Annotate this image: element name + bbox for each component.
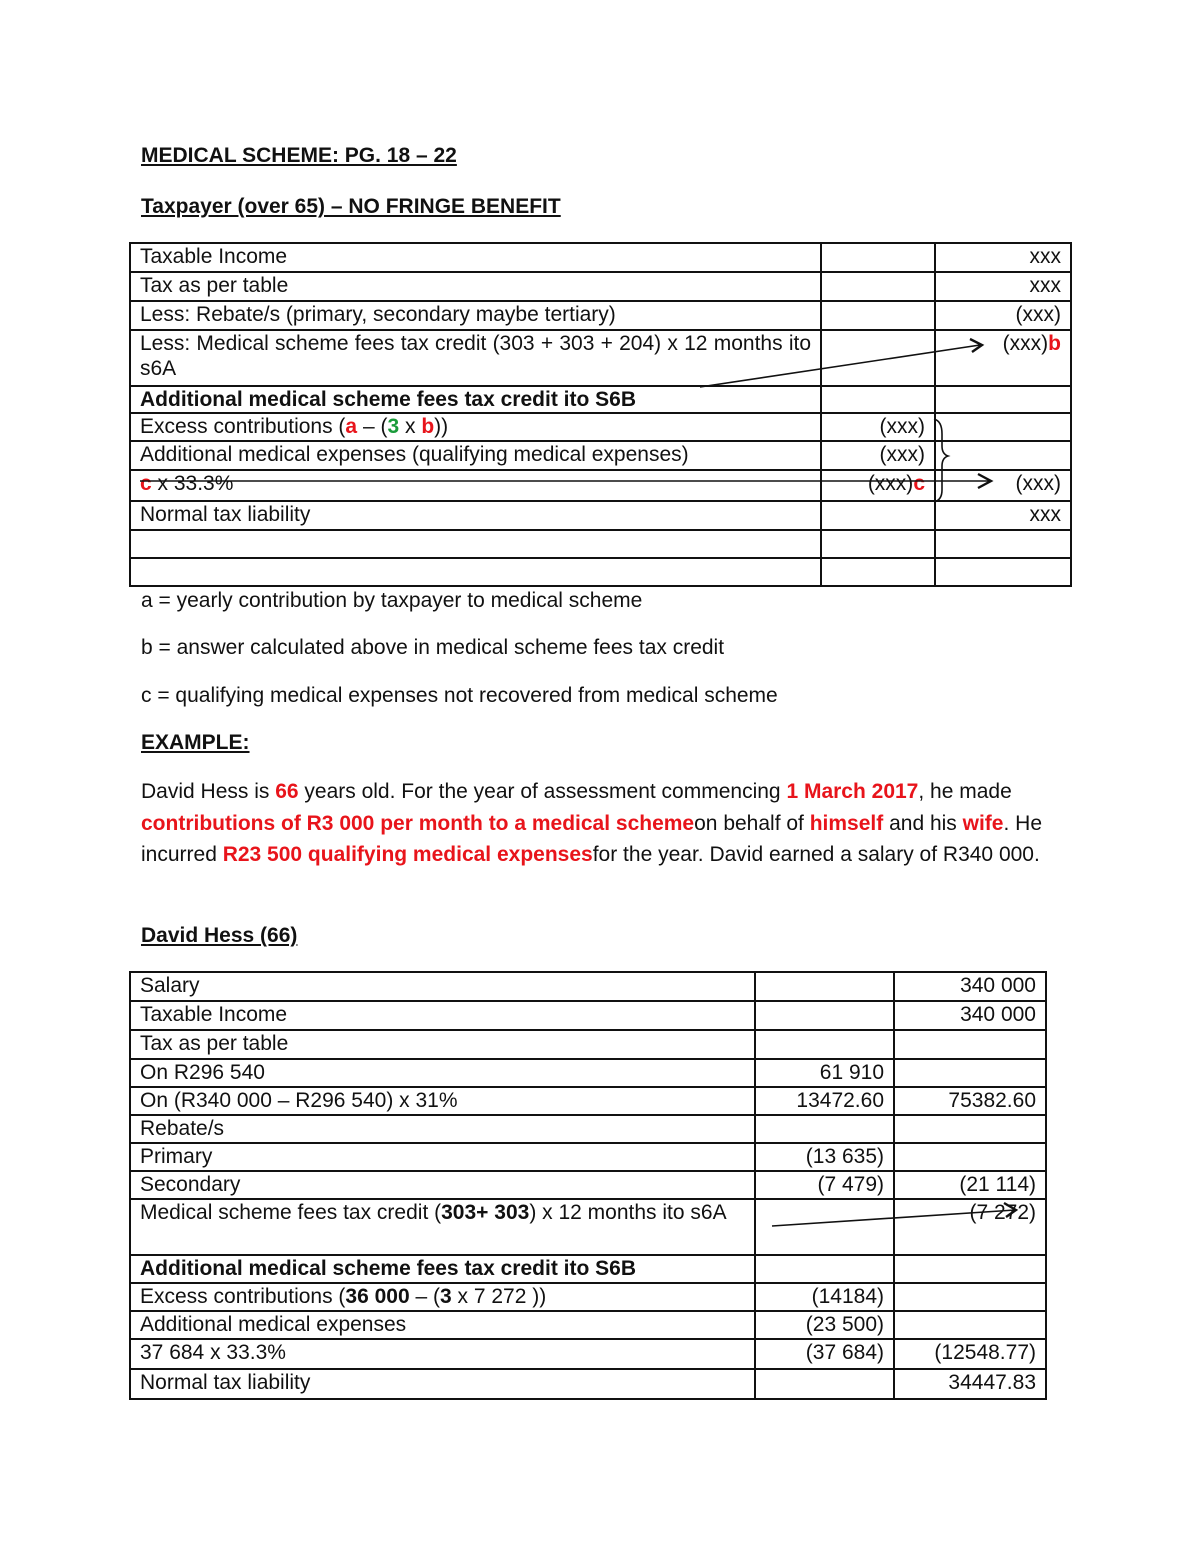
row-mid: 61 910 [755,1059,894,1087]
label-part: Excess contributions ( [140,415,346,438]
row-right: xxx [935,243,1071,272]
row-right [894,1255,1046,1283]
row-right [894,1030,1046,1059]
table-row [130,1255,1046,1283]
row-label: Salary [130,972,755,1001]
row-mid [755,1115,894,1143]
text-part: years old. For the year of assessment commencing [298,780,787,803]
table-row [130,972,1046,1001]
value-text: (xxx) [1002,332,1049,355]
row-label: Secondary [130,1171,755,1199]
row-label [130,1283,755,1311]
multiplier: 3 [387,415,400,438]
row-label: On (R340 000 – R296 540) x 31% [130,1087,755,1115]
calculation-table [129,971,1047,1400]
highlight-wife: wife [962,811,1004,835]
row-label: Normal tax liability [130,501,821,530]
row-label: Less: Medical scheme fees tax credit (303 + 303 + 204) x 12 months ito s6A [130,330,821,386]
row-right: (12548.77) [894,1339,1046,1369]
page-title: MEDICAL SCHEME: PG. 18 – 22 [141,144,457,167]
row-label: Additional medical expenses [130,1311,755,1339]
row-mid [755,1001,894,1030]
highlight-himself: himself [809,811,884,835]
note-a: a = yearly contribution by taxpayer to medical scheme [141,589,643,612]
row-right: xxx [935,272,1071,301]
row-mid [755,972,894,1001]
highlight-date: 1 March 2017 [786,780,919,803]
highlight-contribution: contributions of R3 000 per month to a medical scheme [141,811,695,835]
var-b: b [421,415,435,438]
text-part: , he made [918,780,1012,803]
table-row [130,1087,1046,1115]
label-part: x 33.3% [151,472,234,495]
example-paragraph [141,776,1056,871]
label-bold: 303 [494,1201,530,1224]
row-label: Less: Rebate/s (primary, secondary maybe tertiary) [130,301,821,330]
row-label: 37 684 x 33.3% [130,1339,755,1369]
row-right: (xxx) [935,301,1071,330]
row-label: Rebate/s [130,1115,755,1143]
text-part: . He incurred [141,811,1042,866]
row-mid: (7 479) [755,1171,894,1199]
text-part: on behalf of [694,811,810,835]
row-right: 340 000 [894,972,1046,1001]
row-mid: (23 500) [755,1311,894,1339]
row-right [894,1059,1046,1087]
row-right: 75382.60 [894,1087,1046,1115]
row-label [130,1199,755,1255]
table-row [130,1311,1046,1339]
label-bold: 303 [441,1201,477,1224]
row-right [894,1143,1046,1171]
var-c: c [913,472,925,495]
row-label: Taxable Income [130,243,821,272]
table-row [130,1339,1046,1369]
var-c: c [140,472,152,495]
example-heading: EXAMPLE: [141,731,250,754]
table-row [130,1171,1046,1199]
row-label: Primary [130,1143,755,1171]
label-part: – ( [357,415,388,438]
row-label: On R296 540 [130,1059,755,1087]
label-part: x 7 272 )) [451,1285,547,1308]
row-mid: (xxx) [821,413,935,441]
row-mid: (37 684) [755,1339,894,1369]
label-bold: + [476,1201,495,1224]
highlight-expenses: R23 500 qualifying medical expenses [222,843,593,866]
row-right: (7 272) [894,1199,1046,1255]
table-row [130,1115,1046,1143]
row-right: (21 114) [894,1171,1046,1199]
note-b: b = answer calculated above in medical scheme fees tax credit [141,636,725,659]
row-label: Normal tax liability [130,1369,755,1399]
table-row [130,1001,1046,1030]
row-label: Additional medical scheme fees tax credit ito S6B [130,386,821,413]
text-part: and his [883,811,963,835]
row-mid: (14184) [755,1283,894,1311]
table-row [130,1283,1046,1311]
row-right: 340 000 [894,1001,1046,1030]
row-label: Tax as per table [130,272,821,301]
label-part: Medical scheme fees tax credit ( [140,1201,442,1224]
row-mid: (xxx) [821,441,935,470]
section-subtitle: Taxpayer (over 65) – NO FRINGE BENEFIT [141,195,561,218]
label-part: x [399,415,422,438]
row-label: Additional medical scheme fees tax credit ito S6B [130,1255,755,1283]
label-bold: 3 [440,1285,452,1308]
note-c: c = qualifying medical expenses not recovered from medical scheme [141,684,778,707]
row-mid: (13 635) [755,1143,894,1171]
row-right [894,1283,1046,1311]
value-text: (xxx) [867,472,914,495]
highlight-age: 66 [275,780,299,803]
row-right: xxx [935,501,1071,530]
row-mid [755,1199,894,1255]
row-right [894,1115,1046,1143]
row-mid [755,1255,894,1283]
row-label: Tax as per table [130,1030,755,1059]
row-label: Taxable Income [130,1001,755,1030]
brace-icon [934,419,948,502]
label-part: ) x 12 months ito s6A [529,1201,727,1224]
var-a: a [345,415,358,438]
arrow-line [700,345,980,387]
row-mid: 13472.60 [755,1087,894,1115]
text-part: for the year. David earned a salary of R340 000. [592,843,1040,866]
table-row [130,1143,1046,1171]
row-right [894,1311,1046,1339]
text-part: David Hess is [141,780,276,803]
table-row [130,1199,1046,1255]
label-part: Excess contributions ( [140,1285,346,1308]
tag-b: b [1048,332,1061,355]
label-bold: 36 000 [345,1285,410,1308]
row-right: 34447.83 [894,1369,1046,1399]
table-row [130,1030,1046,1059]
row-right: (xxx) [935,470,1071,501]
label-part: – ( [409,1285,440,1308]
table-row [130,1059,1046,1087]
row-label: Additional medical expenses (qualifying medical expenses) [130,441,821,470]
table-row [130,1369,1046,1399]
row-mid [755,1369,894,1399]
david-heading: David Hess (66) [141,924,298,947]
row-mid [755,1030,894,1059]
label-part: )) [434,415,449,438]
